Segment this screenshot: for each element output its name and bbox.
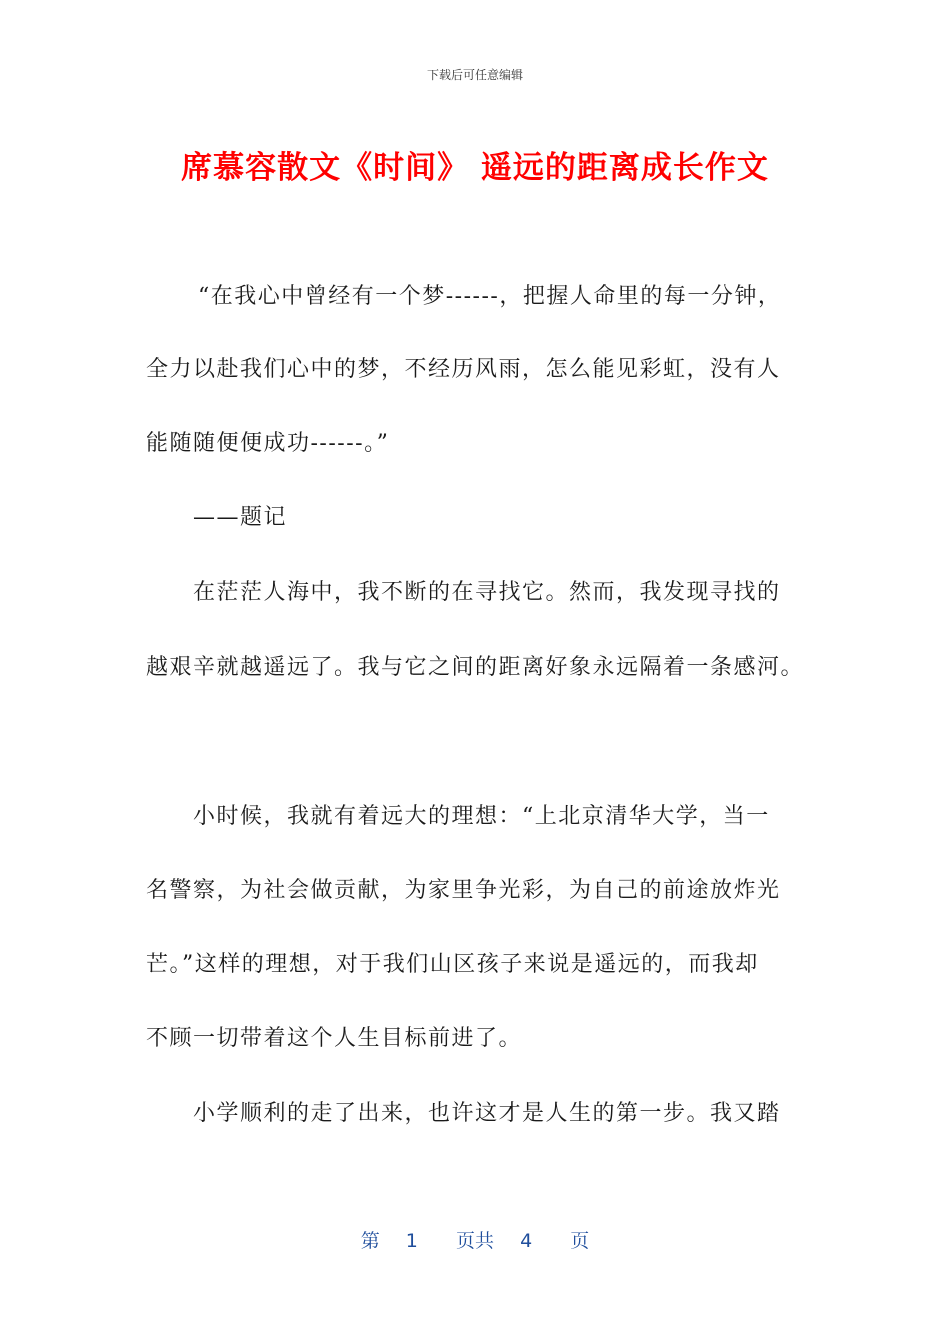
body-line: 在茫茫人海中，我不断的在寻找它。然而，我发现寻找的 xyxy=(193,580,781,605)
body-line: 小时候，我就有着远大的理想：“上北京清华大学，当一 xyxy=(193,804,770,829)
epigraph-attribution: ——题记 xyxy=(193,505,288,530)
document-title: 席慕容散文《时间》 遥远的距离成长作文 xyxy=(181,150,769,186)
body-line: 越艰辛就越遥远了。我与它之间的距离好象永远隔着一条感河。 xyxy=(146,655,805,680)
body-line: 名警察，为社会做贡献，为家里争光彩，为自己的前途放炸光 xyxy=(146,878,781,903)
body-line: 能随随便便成功------。” xyxy=(146,431,390,456)
page-total: 4 xyxy=(520,1230,533,1252)
body-line: 全力以赴我们心中的梦，不经历风雨，怎么能见彩虹，没有人 xyxy=(146,357,781,382)
body-line: 芒。”这样的理想，对于我们山区孩子来说是遥远的，而我却 xyxy=(146,952,759,977)
page-footer xyxy=(0,1226,950,1253)
body-line: 不顾一切带着这个人生目标前进了。 xyxy=(146,1026,523,1051)
page-label-suffix: 页 xyxy=(570,1230,590,1252)
page-label-prefix: 第 xyxy=(360,1230,380,1252)
body-line: “在我心中曾经有一个梦------，把握人命里的每一分钟， xyxy=(198,284,782,309)
body-line: 小学顺利的走了出来，也许这才是人生的第一步。我又踏 xyxy=(193,1101,781,1126)
page-number: 1 xyxy=(405,1230,418,1252)
header-note: 下载后可任意编辑 xyxy=(426,68,523,82)
page-label-mid: 页共 xyxy=(455,1230,494,1252)
